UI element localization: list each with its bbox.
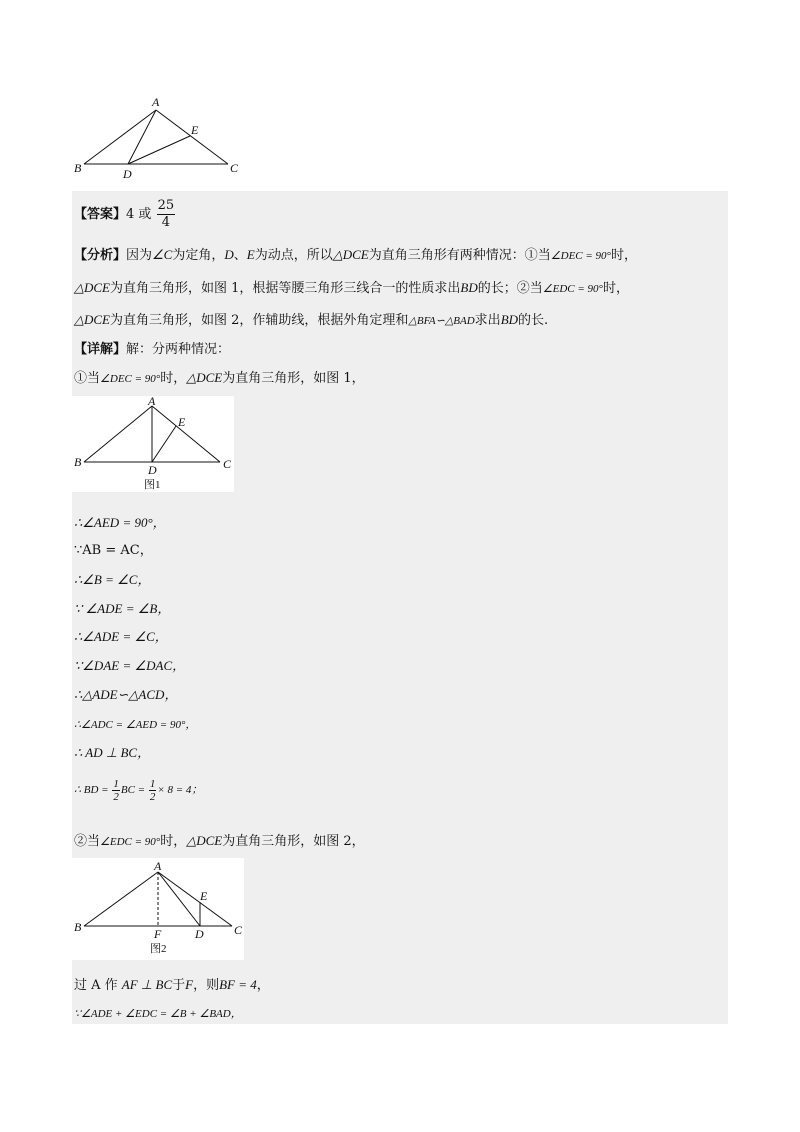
answer-fraction bbox=[157, 198, 176, 231]
math: ∵∠ADE + ∠EDC = ∠B + ∠BAD bbox=[74, 1008, 231, 1020]
figure-1 bbox=[72, 396, 234, 492]
edge-ad bbox=[128, 110, 156, 164]
label-b: B bbox=[74, 455, 82, 469]
last-line-2 bbox=[74, 1005, 242, 1023]
text: 为直角三角形，如图 1， bbox=[222, 371, 365, 386]
step-2 bbox=[74, 542, 153, 560]
label-c: C bbox=[234, 923, 243, 937]
math: AF ⊥ BC bbox=[121, 977, 173, 992]
label-b: B bbox=[74, 161, 82, 175]
math: ∠DEC = 90° bbox=[100, 373, 161, 385]
text: ①当 bbox=[74, 371, 101, 386]
text: 为直角三角形，如图 2， bbox=[222, 834, 365, 849]
label-c: C bbox=[223, 457, 232, 471]
detail-line bbox=[74, 341, 230, 359]
edge-de bbox=[128, 136, 190, 164]
punct: ， bbox=[172, 658, 186, 673]
answer-den: 4 bbox=[161, 215, 170, 230]
last-line-1 bbox=[74, 976, 270, 995]
label-c: C bbox=[230, 161, 239, 175]
math: BC = bbox=[120, 784, 146, 797]
fraction-half bbox=[149, 778, 157, 803]
math: × 8 = 4 bbox=[157, 784, 192, 797]
step-7 bbox=[74, 686, 177, 704]
text: 为直角三角形，如图 1，根据等腰三角形三线合一的性质求出 bbox=[110, 281, 461, 296]
text: 、 bbox=[233, 248, 247, 263]
math: ∠EDC = 90° bbox=[542, 283, 603, 295]
math: ∵∠DAE = ∠DAC bbox=[74, 658, 173, 673]
math: △BFA∽△BAD bbox=[408, 315, 475, 327]
label-a: A bbox=[152, 95, 160, 109]
text: 为直角三角形有两种情况：①当 bbox=[368, 248, 551, 263]
math: BF = 4 bbox=[219, 977, 257, 992]
step-8 bbox=[74, 716, 196, 734]
punct: ， bbox=[185, 719, 197, 731]
text: 于 bbox=[172, 978, 186, 993]
math: △DCE bbox=[332, 247, 369, 262]
math: ∴△ADE∽△ACD bbox=[74, 687, 165, 702]
text: 的长；②当 bbox=[477, 281, 543, 296]
math: △DCE bbox=[186, 833, 223, 848]
edge-ac bbox=[156, 110, 228, 164]
case2-line bbox=[74, 832, 365, 851]
text: 的长. bbox=[518, 313, 549, 328]
punct: ， bbox=[139, 543, 153, 558]
step-9 bbox=[74, 744, 150, 762]
text: 为定角， bbox=[172, 248, 225, 263]
math: ∵ ∠ADE = ∠B bbox=[74, 601, 158, 616]
step-1 bbox=[74, 514, 166, 532]
math: ∴∠ADC = ∠AED = 90° bbox=[74, 719, 186, 731]
label-e: E bbox=[200, 889, 208, 903]
punct: ， bbox=[154, 629, 168, 644]
label-a: A bbox=[154, 859, 162, 873]
analysis-line-3 bbox=[74, 311, 548, 330]
math: D bbox=[224, 247, 234, 262]
text: 求出 bbox=[474, 313, 501, 328]
label-e: E bbox=[178, 415, 186, 429]
label-d: D bbox=[148, 463, 157, 477]
math: ∴∠ADE = ∠C bbox=[74, 629, 155, 644]
answer-line bbox=[74, 198, 176, 231]
punct: ， bbox=[152, 515, 166, 530]
den: 2 bbox=[149, 791, 156, 803]
step-5 bbox=[74, 628, 168, 646]
math: ∴∠AED = 90° bbox=[74, 515, 153, 530]
punct: ， bbox=[230, 1008, 242, 1020]
figure-2-caption: 图2 bbox=[150, 943, 167, 955]
text: ，则 bbox=[193, 978, 220, 993]
figure-1-caption: 图1 bbox=[144, 479, 161, 491]
math: ∠EDC = 90° bbox=[100, 836, 161, 848]
fraction-half bbox=[112, 778, 120, 803]
text: 解：分两种情况： bbox=[126, 342, 231, 357]
punct: ， bbox=[137, 572, 151, 587]
math: ∠C bbox=[152, 247, 173, 262]
math: BD bbox=[460, 280, 478, 295]
label-f: F bbox=[154, 927, 162, 941]
text: 时， bbox=[602, 281, 629, 296]
label-a: A bbox=[148, 396, 156, 408]
figure-2 bbox=[72, 858, 244, 960]
answer-part1: 4 或 bbox=[126, 207, 152, 222]
detail-label: 【详解】 bbox=[74, 342, 127, 357]
punct: ， bbox=[157, 601, 171, 616]
text: 过 A 作 bbox=[74, 978, 118, 993]
math: △DCE bbox=[74, 280, 110, 295]
label-d: D bbox=[195, 927, 204, 941]
step-6 bbox=[74, 657, 185, 675]
text: ②当 bbox=[74, 834, 101, 849]
math: ∴ BD = bbox=[74, 784, 109, 797]
text: 为动点，所以 bbox=[254, 248, 333, 263]
text: 时， bbox=[160, 834, 187, 849]
label-b: B bbox=[74, 920, 82, 934]
punct: ， bbox=[137, 745, 151, 760]
analysis-line-2 bbox=[74, 279, 629, 298]
text: 时， bbox=[610, 248, 637, 263]
answer-label: 【答案】 bbox=[74, 207, 127, 222]
math: ∠DEC = 90° bbox=[550, 250, 611, 262]
punct: ； bbox=[191, 784, 203, 797]
math: E bbox=[246, 247, 255, 262]
label-d: D bbox=[123, 167, 132, 181]
punct: ， bbox=[256, 978, 270, 993]
num: 1 bbox=[149, 778, 156, 790]
case1-line bbox=[74, 369, 365, 388]
answer-num: 25 bbox=[157, 198, 175, 213]
math: F bbox=[185, 977, 194, 992]
text: 时， bbox=[160, 371, 187, 386]
step-3 bbox=[74, 571, 150, 589]
math: ∵AB = AC bbox=[74, 543, 140, 558]
figure-top bbox=[70, 92, 250, 182]
step-10 bbox=[74, 778, 202, 803]
math: △DCE bbox=[74, 312, 110, 327]
text: 因为 bbox=[126, 248, 153, 263]
punct: ， bbox=[164, 687, 178, 702]
math: ∴ AD ⊥ BC bbox=[74, 745, 138, 760]
text: 为直角三角形，如图 2，作辅助线，根据外角定理和 bbox=[110, 313, 409, 328]
math: ∴∠B = ∠C bbox=[74, 572, 138, 587]
analysis-line-1 bbox=[74, 246, 637, 265]
label-e: E bbox=[191, 123, 199, 137]
num: 1 bbox=[113, 778, 119, 790]
math: BD bbox=[500, 312, 519, 327]
analysis-label: 【分析】 bbox=[74, 248, 127, 263]
den: 2 bbox=[113, 791, 119, 803]
step-4 bbox=[74, 600, 170, 618]
math: △DCE bbox=[186, 370, 223, 385]
